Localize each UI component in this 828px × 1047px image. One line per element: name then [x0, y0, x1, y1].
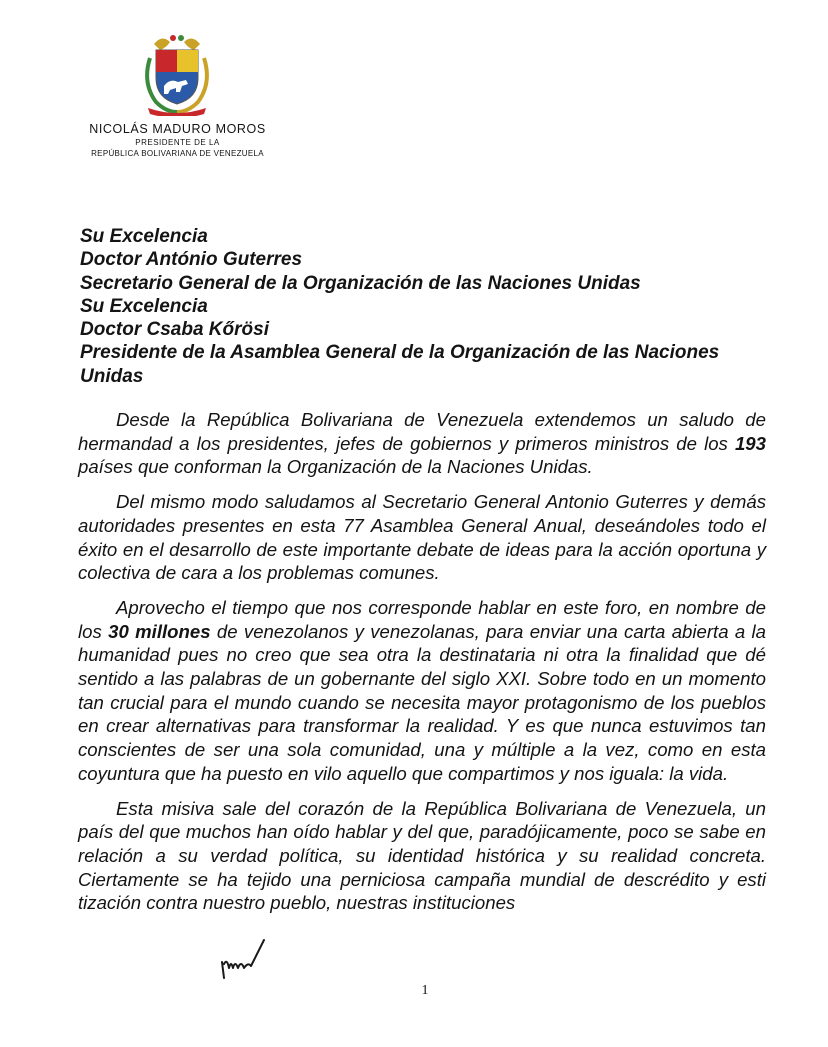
venezuela-coat-of-arms-icon — [140, 28, 214, 116]
addressee-line: Su Excelencia — [80, 226, 208, 247]
handwritten-signature — [218, 938, 270, 980]
addressee-block — [80, 225, 780, 388]
paragraph-text: países que conforman la Organización de la Naciones Unidas. — [78, 456, 593, 478]
addressee-line: Secretario General de la Organización de las Naciones Unidas — [80, 272, 641, 294]
paragraph-context: Esta misiva sale del corazón de la República Bolivariana de Venezuela, un país del que muchos han oído hablar y del que, paradójicamente, poco se sabe en relación a su verdad política, su identidad histórica y su realidad concreta. Ciertamente se ha tejido una perniciosa campaña mundial de descrédito y esti tización contra nuestro pueblo, nuestras instituciones — [78, 797, 766, 914]
letterhead — [70, 122, 285, 158]
addressee-line: Doctor António Guterres — [80, 249, 303, 271]
bold-figure: 193 — [734, 432, 766, 454]
sender-country: REPÚBLICA BOLIVARIANA DE VENEZUELA — [91, 149, 264, 158]
page-number: 1 — [421, 983, 429, 998]
letter-body — [78, 408, 766, 926]
paragraph-text: de venezolanos y venezolanas, para enviar una carta abierta a la humanidad pues no creo que sea otra la destinataria ni otra la finalidad que dé sentido a las palabras de un gobernante del siglo XXI. Sobre todo en un momento tan crucial para el mundo cuando se necesita mayor protagonismo de los pueblos en crear alternativas para transformar la realidad. Y es que nunca estuvimos tan conscientes de ser una sola comunidad, una y múltiple a la vez, como en esta coyuntura que ha puesto en vilo aquello que compartimos y nos iguala: la vida. — [78, 620, 767, 784]
addressee-line: Su Excelencia — [80, 295, 208, 317]
paragraph-salutation: Del mismo modo saludamos al Secretario General Antonio Guterres y demás autoridades presentes en esta 77 Asamblea General Anual, deseándoles todo el éxito en el desarrollo de este importante debate de ideas para la acción oportuna y colectiva de cara a los problemas comunes. — [78, 491, 766, 584]
paragraph-text: Desde la República Bolivariana de Venezuela extendemos un saludo de hermandad a los presidentes, jefes de gobiernos y primeros ministros de los — [78, 409, 766, 454]
sender-name: NICOLÁS MADURO MOROS — [89, 122, 266, 136]
bold-figure: 30 millones — [108, 620, 211, 642]
paragraph-text: Aprovecho el tiempo que nos corresponde hablar en este foro, en nombre de los — [78, 596, 766, 642]
paragraph-greeting — [78, 408, 766, 479]
addressee-line: Presidente de la Asamblea General de la Organización de las Naciones Unidas — [80, 342, 720, 387]
sender-title: PRESIDENTE DE LA — [135, 138, 220, 147]
addressee-line: Doctor Csaba Kőrösi — [80, 319, 269, 341]
paragraph-purpose — [78, 596, 766, 786]
